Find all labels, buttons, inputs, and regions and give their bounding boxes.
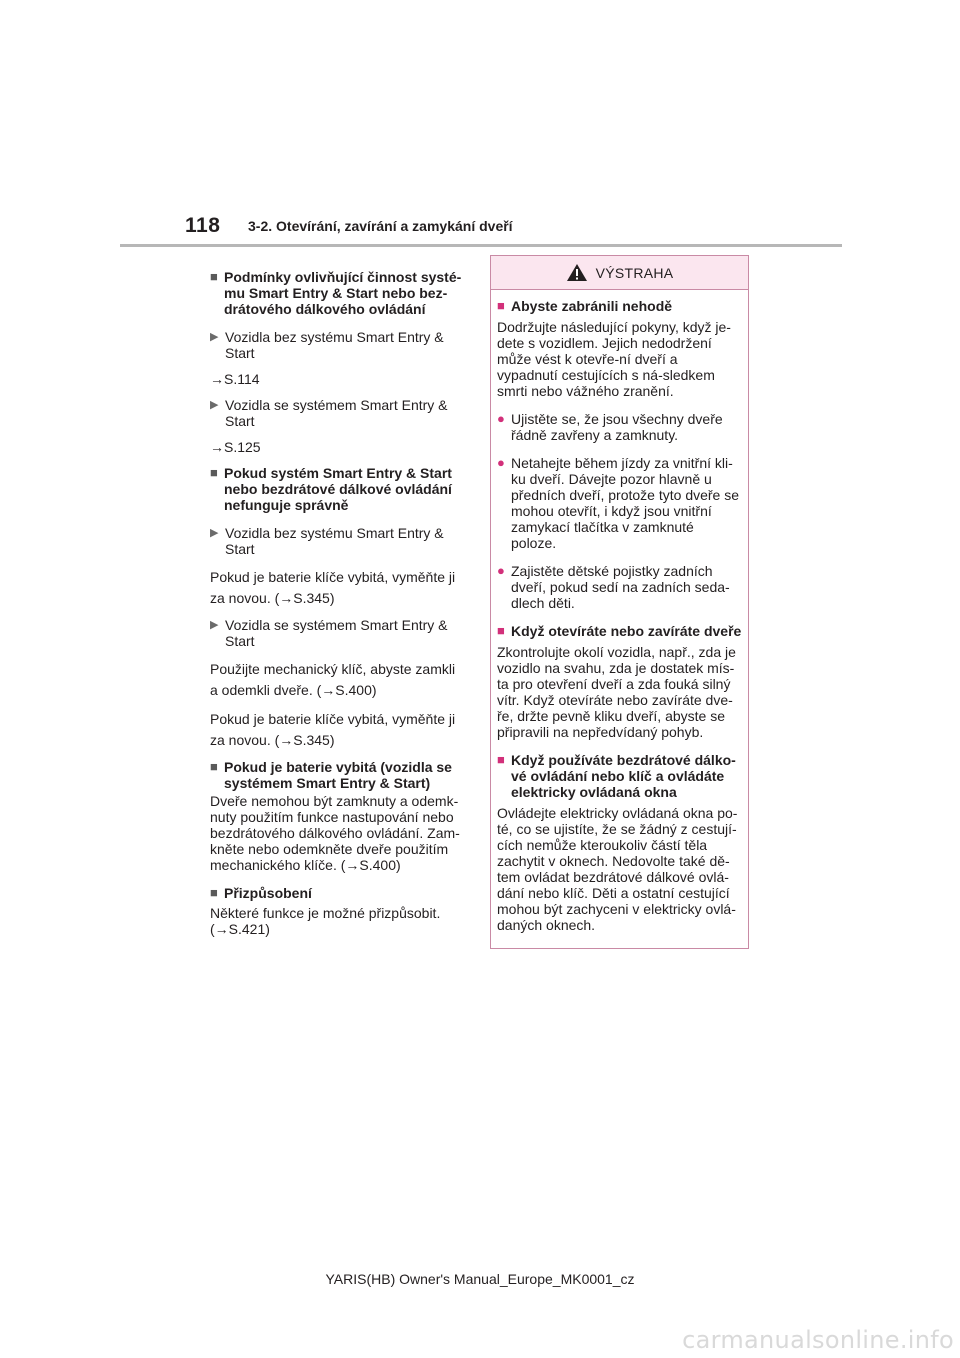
heading-text: Abyste zabránili nehodě bbox=[511, 298, 673, 314]
footer-text: YARIS(HB) Owner's Manual_Europe_MK0001_cz bbox=[325, 1271, 635, 1287]
paragraph: Pokud je baterie klíče vybitá, vyměňte ji za novou. (→S.345) bbox=[210, 711, 456, 748]
heading-text: Pokud systém Smart Entry & Start nebo bezdrátové dálkové ovládání nefunguje správně bbox=[224, 465, 452, 513]
paragraph: Ovládejte elektricky ovládaná okna po-té, co se ujistíte, že se žádný z cestují-cích nemůže kteroukoliv částí těla zachytit v oknech. Nedovolte také dě-tem ovládat bezdrátové dálkové ovlá-dání nebo klíč. Děti a ostatní cestující mohou být zachyceni v elektricky ovlá-daných oknech. bbox=[497, 805, 738, 933]
heading-text: Když používáte bezdrátové dálko-vé ovládání nebo klíč a ovládáte elektricky ovládaná okna bbox=[511, 752, 736, 800]
paragraph: Dveře nemohou být zamknuty a odemk-nuty použitím funkce nastupování nebo bezdrátového dálkového ovládání. Zam-kněte nebo odemkněte dveře použitím mechanického klíče. (→S.400) bbox=[210, 793, 460, 873]
paragraph: Použijte mechanický klíč, abyste zamkli a odemkli dveře. (→S.400) bbox=[210, 661, 456, 698]
paragraph: Zkontrolujte okolí vozidla, např., zda je vozidlo na svahu, zda je dostatek mís-ta pro otevření dveří a zda fouká silný vítr. Když otevíráte nebo zavíráte dve-ře, držte pevně kliku dveří, abyste se připravili na nepředvídaný pohyb. bbox=[497, 644, 736, 740]
heading-text: Podmínky ovlivňující činnost systé-mu Smart Entry & Start nebo bez-drátového dálkového ovládání bbox=[224, 269, 462, 317]
heading-text: Přizpůsobení bbox=[224, 885, 312, 901]
square-bullet-icon: ■ bbox=[210, 885, 218, 900]
bullet-item bbox=[497, 411, 742, 443]
bullet-text: Zajistěte dětské pojistky zadních dveří, pokud sedí na zadních seda-dlech děti. bbox=[511, 563, 730, 611]
square-bullet-icon: ■ bbox=[210, 465, 218, 480]
triangle-icon: ▶ bbox=[210, 619, 219, 631]
paragraph: Pokud je baterie klíče vybitá, vyměňte ji za novou. (→S.345) bbox=[210, 569, 456, 606]
warning-triangle-icon bbox=[566, 263, 588, 282]
subheading-text: Vozidla se systémem Smart Entry & Start bbox=[225, 617, 448, 649]
bullet-text: Netahejte během jízdy za vnitřní kli-ku dveří. Dávejte pozor hlavně u předních dveří, protože tyto dveře se mohou otevřít, i když jsou vnitřní zamykací tlačítka v zamknuté poloze. bbox=[511, 455, 740, 551]
subheading-without-system bbox=[210, 525, 466, 557]
heading-conditions bbox=[210, 269, 466, 317]
subheading-with-system bbox=[210, 397, 466, 429]
warning-body bbox=[491, 290, 748, 933]
bullet-item bbox=[497, 563, 742, 611]
page-ref-link[interactable]: →S.125 bbox=[210, 439, 261, 455]
warning-heading bbox=[497, 752, 742, 800]
subheading-text: Vozidla bez systému Smart Entry & Start bbox=[225, 329, 444, 361]
paragraph: Některé funkce je možné přizpůsobit. (→S.421) bbox=[210, 905, 441, 937]
subheading-with-system bbox=[210, 617, 466, 649]
square-bullet-icon: ■ bbox=[497, 623, 505, 638]
page-ref-link[interactable]: →S.114 bbox=[210, 371, 260, 387]
dot-bullet-icon: ● bbox=[497, 455, 505, 470]
square-bullet-icon: ■ bbox=[210, 269, 218, 284]
square-bullet-icon: ■ bbox=[210, 759, 218, 774]
triangle-icon: ▶ bbox=[210, 527, 219, 539]
warning-heading bbox=[497, 623, 742, 639]
dot-bullet-icon: ● bbox=[497, 563, 505, 578]
bullet-text: Ujistěte se, že jsou všechny dveře řádně zavřeny a zamknuty. bbox=[511, 411, 723, 443]
heading-malfunction bbox=[210, 465, 466, 513]
subheading-without-system bbox=[210, 329, 466, 361]
triangle-icon: ▶ bbox=[210, 399, 219, 411]
dot-bullet-icon: ● bbox=[497, 411, 505, 426]
bullet-item bbox=[497, 455, 742, 551]
heading-text: Když otevíráte nebo zavíráte dveře bbox=[511, 623, 742, 639]
warning-box bbox=[490, 255, 749, 949]
warning-title: VÝSTRAHA bbox=[595, 264, 674, 281]
heading-customization bbox=[210, 885, 466, 901]
square-bullet-icon: ■ bbox=[497, 752, 505, 767]
header-divider bbox=[120, 244, 842, 247]
heading-text: Pokud je baterie vybitá (vozidla se systémem Smart Entry & Start) bbox=[224, 759, 452, 791]
square-bullet-icon: ■ bbox=[497, 298, 505, 313]
triangle-icon: ▶ bbox=[210, 331, 219, 343]
page-number: 118 bbox=[185, 214, 221, 237]
subheading-text: Vozidla se systémem Smart Entry & Start bbox=[225, 397, 448, 429]
left-column bbox=[210, 269, 466, 947]
heading-battery bbox=[210, 759, 466, 791]
section-title: 3-2. Otevírání, zavírání a zamykání dveří bbox=[248, 218, 513, 234]
warning-heading bbox=[497, 298, 742, 314]
watermark[interactable]: carmanualsonline.info bbox=[682, 1326, 954, 1354]
subheading-text: Vozidla bez systému Smart Entry & Start bbox=[225, 525, 444, 557]
warning-header bbox=[491, 256, 748, 290]
paragraph: Dodržujte následující pokyny, když je-dete s vozidlem. Jejich nedodržení může vést k otevře-ní dveří a vypadnutí cestujících s ná-sledkem smrti nebo vážného zranění. bbox=[497, 319, 731, 399]
